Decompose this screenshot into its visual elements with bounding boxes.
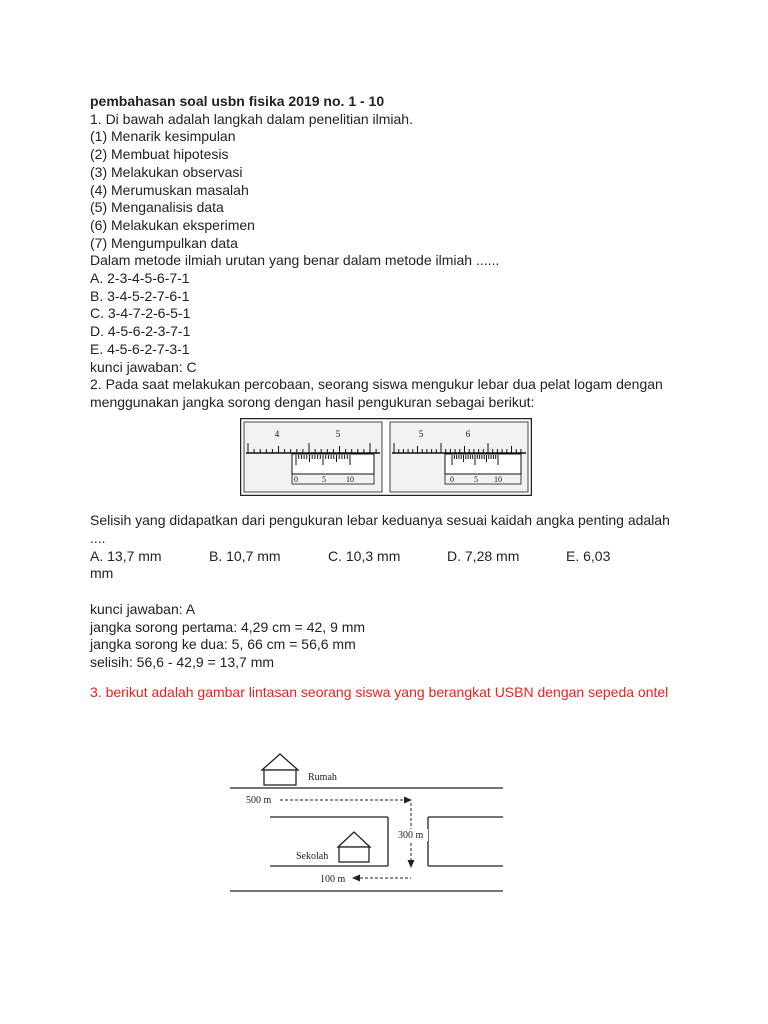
q2-options <box>90 548 670 566</box>
q1-option: E. 4-5-6-2-7-3-1 <box>90 340 190 357</box>
caliper-left <box>244 422 382 492</box>
caliper-left-main-label: 4 <box>274 428 280 439</box>
caliper-figure <box>240 418 532 496</box>
document-body <box>90 93 670 701</box>
q2-explanation: selisih: 56,6 - 42,9 = 13,7 mm <box>90 653 275 670</box>
arrow-down-icon <box>408 860 415 868</box>
q2-option: C. 10,3 mm <box>328 547 401 564</box>
q1-step: (4) Merumuskan masalah <box>90 181 249 198</box>
caliper-right <box>390 422 528 492</box>
q1-option: C. 3-4-7-2-6-5-1 <box>90 305 191 322</box>
q2-explanation: jangka sorong ke dua: 5, 66 cm = 56,6 mm <box>90 636 356 653</box>
q2-answer: kunci jawaban: A <box>90 600 196 617</box>
q2-option: E. 6,03 <box>566 547 611 564</box>
q1-step: (6) Melakukan eksperimen <box>90 216 255 233</box>
home-label: Rumah <box>308 772 337 783</box>
caliper-right-main-label: 5 <box>418 428 424 439</box>
caliper-right-vernier-label: 0 <box>450 474 454 484</box>
q2-explanation: jangka sorong pertama: 4,29 cm = 42, 9 mm <box>90 618 366 635</box>
caliper-right-main-label: 6 <box>465 428 471 439</box>
school-icon <box>338 832 370 862</box>
q1-option: B. 3-4-5-2-7-6-1 <box>90 287 190 304</box>
q1-step: (2) Membuat hipotesis <box>90 146 229 163</box>
caliper-right-vernier-label: 10 <box>494 474 502 484</box>
q1-step: (3) Melakukan observasi <box>90 163 243 180</box>
q1-prompt: Dalam metode ilmiah urutan yang benar dalam metode ilmiah ...... <box>90 252 500 269</box>
caliper-left-vernier-label: 5 <box>322 474 326 484</box>
q1-option: A. 2-3-4-5-6-7-1 <box>90 270 190 287</box>
q1-question: 1. Di bawah adalah langkah dalam penelitian ilmiah. <box>90 110 413 127</box>
q2-prompt: Selisih yang didapatkan dari pengukuran lebar keduanya sesuai kaidah angka penting adalah .... <box>90 512 670 547</box>
q2-option: D. 7,28 mm <box>447 547 520 564</box>
q1-option: D. 4-5-6-2-3-7-1 <box>90 323 191 340</box>
caliper-left-vernier-label: 0 <box>294 474 298 484</box>
distance-south-label: 300 m <box>398 830 424 841</box>
page-title: pembahasan soal usbn fisika 2019 no. 1 - 10 <box>90 93 385 109</box>
caliper-left-main-label: 5 <box>335 428 341 439</box>
distance-east-label: 500 m <box>246 795 272 806</box>
caliper-right-vernier-label: 5 <box>474 474 478 484</box>
arrow-right-icon <box>404 797 412 804</box>
q1-step: (1) Menarik kesimpulan <box>90 128 236 145</box>
distance-west-label: 100 m <box>320 874 346 885</box>
q2-option: B. 10,7 mm <box>209 547 281 564</box>
q2-question: 2. Pada saat melakukan percobaan, seorang siswa mengukur lebar dua pelat logam dengan menggunakan jangka sorong dengan hasil pengukuran sebagai berikut: <box>90 376 663 410</box>
route-figure <box>228 748 518 896</box>
q1-answer: kunci jawaban: C <box>90 358 197 375</box>
arrow-left-icon <box>352 875 360 882</box>
caliper-left-vernier-label: 10 <box>346 474 354 484</box>
school-label: Sekolah <box>296 851 329 862</box>
q2-option: A. 13,7 mm <box>90 547 162 564</box>
q2-option-tail: mm <box>90 565 114 582</box>
q1-step: (7) Mengumpulkan data <box>90 234 238 251</box>
q1-step: (5) Menganalisis data <box>90 199 224 216</box>
q3-question: 3. berikut adalah gambar lintasan seorang siswa yang berangkat USBN dengan sepeda ontel <box>90 683 669 700</box>
house-icon <box>262 754 298 785</box>
